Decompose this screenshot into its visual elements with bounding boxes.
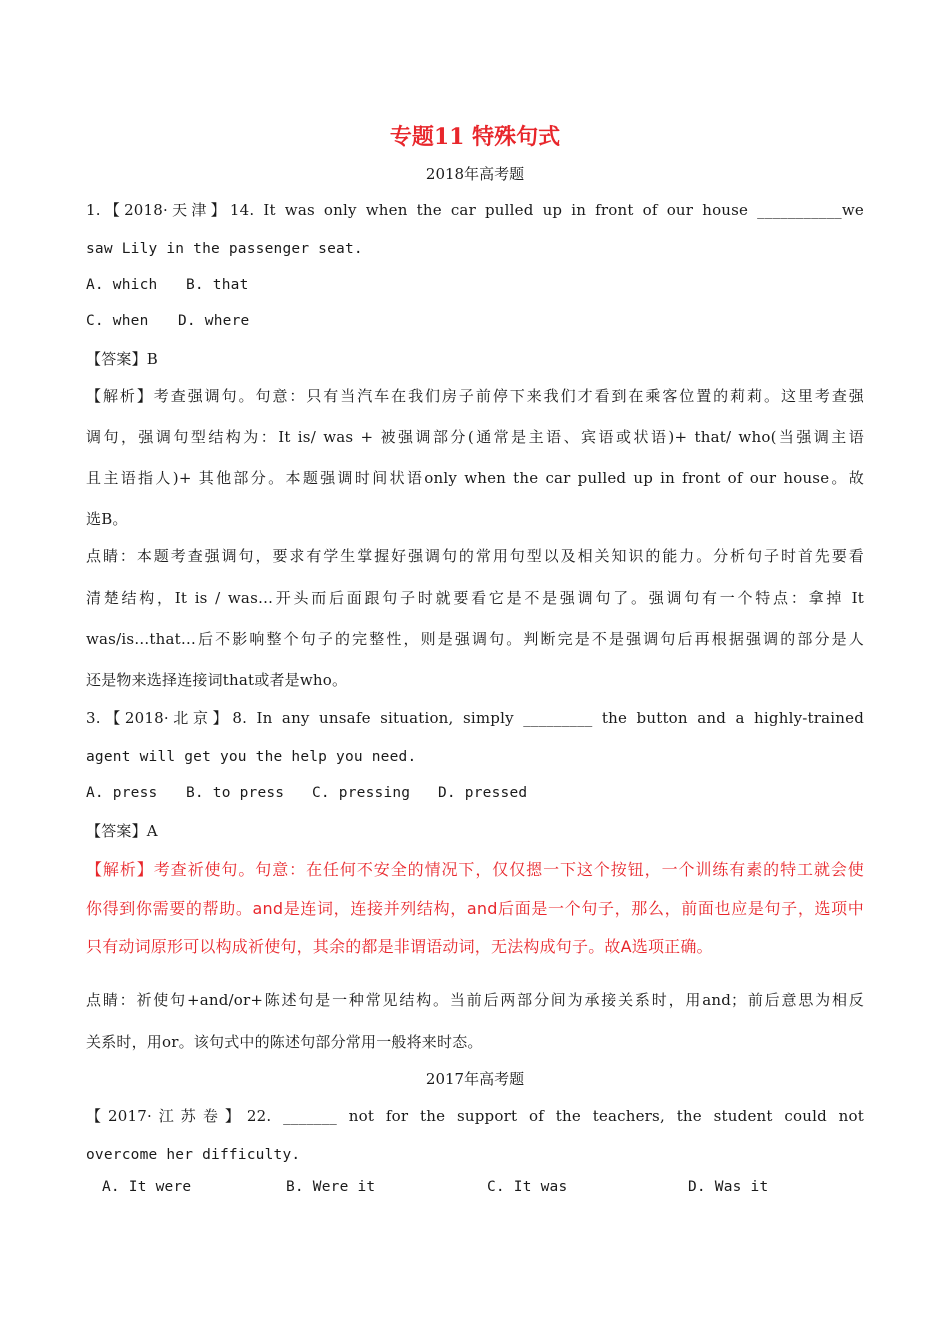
q3-analysis-line2: 你得到你需要的帮助。and是连词，连接并列结构，and后面是一个句子，那么，前面也应是句子，选项中 <box>86 899 864 918</box>
q1-answer: 【答案】B <box>86 350 159 368</box>
q1-options-row2 <box>86 313 864 329</box>
q2017-options-row <box>102 1179 864 1195</box>
section-heading-2017: 2017年高考题 <box>425 1070 525 1088</box>
q1-stem-line2: saw Lily in the passenger seat. <box>86 241 363 257</box>
q3-option-d: D. pressed <box>438 785 528 801</box>
q1-analysis-line4: 选B。 <box>86 510 128 528</box>
q3-stem-line2: agent will get you the help you need. <box>86 749 417 765</box>
q2017-option-b: B. Were it <box>286 1179 376 1195</box>
q2017-option-d: D. Was it <box>688 1179 769 1195</box>
q3-tip-line1: 点睛：祈使句+and/or+陈述句是一种常见结构。当前后两部分间为承接关系时，用and；前后意思为相反 <box>86 991 864 1009</box>
q1-option-b: B. that <box>186 277 249 293</box>
q1-option-a: A. which <box>86 277 158 293</box>
q2017-stem-line1: 【2017·江苏卷】22. _______ not for the support of the teachers, the student could not <box>86 1107 864 1125</box>
q3-option-c: C. pressing <box>312 785 411 801</box>
q1-tip-line2: 清楚结构，It is / was…开头而后面跟句子时就要看它是不是强调句了。强调句有一个特点：拿掉 It <box>86 589 864 607</box>
q1-analysis-line2: 调句，强调句型结构为：It is/ was + 被强调部分(通常是主语、宾语或状语)+ that/ who(当强调主语 <box>86 428 864 446</box>
q3-tip-line2: 关系时，用or。该句式中的陈述句部分常用一般将来时态。 <box>86 1033 483 1051</box>
q3-answer: 【答案】A <box>86 822 158 840</box>
q1-tip-line1: 点睛：本题考查强调句，要求有学生掌握好强调句的常用句型以及相关知识的能力。分析句子时首先要看 <box>86 547 864 565</box>
q3-analysis-line3: 只有动词原形可以构成祈使句，其余的都是非谓语动词，无法构成句子。故A选项正确。 <box>86 937 713 956</box>
q1-analysis-line3: 且主语指人)+ 其他部分。本题强调时间状语only when the car pulled up in front of our house。故 <box>86 469 864 487</box>
q1-options-row1 <box>86 277 864 293</box>
q3-option-b: B. to press <box>186 785 285 801</box>
q1-option-d: D. where <box>178 313 250 329</box>
q2017-option-a: A. It were <box>102 1179 192 1195</box>
q2017-stem-line2: overcome her difficulty. <box>86 1147 301 1163</box>
q2017-option-c: C. It was <box>487 1179 568 1195</box>
section-heading-2018: 2018年高考题 <box>425 165 525 183</box>
q1-analysis-line1: 【解析】考查强调句。句意：只有当汽车在我们房子前停下来我们才看到在乘客位置的莉莉。这里考查强 <box>86 387 864 405</box>
page-title: 专题11 特殊句式 <box>389 124 561 150</box>
q3-stem-line1: 3.【2018·北京】8. In any unsafe situation, simply _________ the button and a highly-trained <box>86 709 864 727</box>
q1-option-c: C. when <box>86 313 149 329</box>
q1-stem-line1: 1.【2018·天津】14. It was only when the car pulled up in front of our house ___________we <box>86 201 864 219</box>
q1-tip-line4: 还是物来选择连接词that或者是who。 <box>86 671 348 689</box>
q3-option-a: A. press <box>86 785 158 801</box>
q1-tip-line3: was/is…that…后不影响整个句子的完整性，则是强调句。判断完是不是强调句后再根据强调的部分是人 <box>86 630 864 648</box>
q3-options-row <box>86 785 864 801</box>
q3-analysis-line1: 【解析】考查祈使句。句意：在任何不安全的情况下，仅仅摁一下这个按钮，一个训练有素的特工就会使 <box>86 860 864 879</box>
